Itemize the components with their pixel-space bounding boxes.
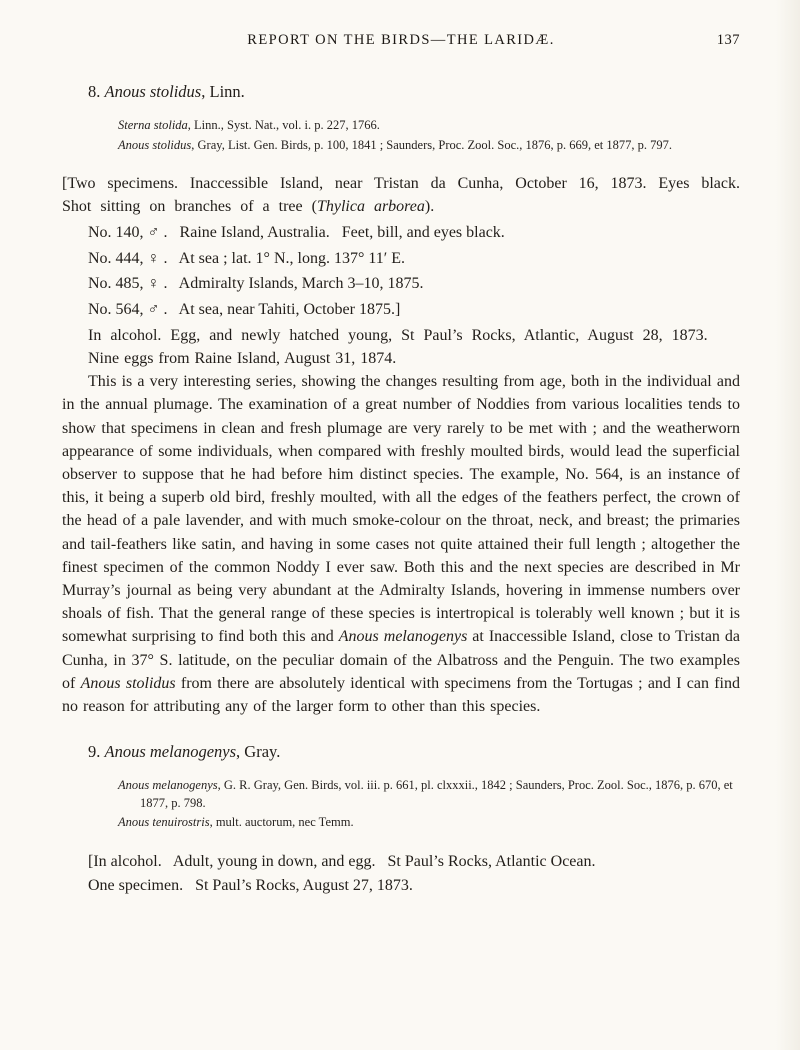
text-segment: Anous stolidus — [80, 674, 176, 692]
text-segment: , Linn., Syst. Nat., vol. i. p. 227, 1766. — [187, 118, 380, 132]
page-number: 137 — [716, 32, 740, 48]
section-anous-stolidus — [62, 82, 740, 718]
specimen-line-564: No. 564, ♂ . At sea, near Tahiti, October 1875.] — [88, 301, 401, 319]
specimen-line-485: No. 485, ♀ . Admiralty Islands, March 3–10, 1875. — [88, 275, 424, 293]
discussion-paragraph — [62, 370, 740, 718]
text-segment: , Gray, List. Gen. Birds, p. 100, 1841 ; Saunders, Proc. Zool. Soc., 1876, p. 669, et 1877, p. 797. — [191, 137, 673, 152]
text-segment: Sterna stolida — [118, 118, 188, 132]
text-segment: ). — [424, 198, 435, 216]
text-segment: 8. — [88, 82, 105, 101]
citation-block-8 — [62, 117, 740, 154]
intro-paragraph — [62, 172, 740, 218]
alcohol-paragraph-9: [In alcohol. Adult, young in down, and egg. St Paul’s Rocks, Atlantic Ocean. — [88, 852, 596, 870]
text-segment: Anous melanogenys — [104, 742, 237, 762]
text-segment: , G. R. Gray, Gen. Birds, vol. iii. p. 661, pl. clxxxii., 1842 ; Saunders, Proc. Zool. Soc., 1876, p. 670, et 1877, p. 798. — [140, 778, 733, 810]
page-header — [62, 32, 740, 52]
citation-anous-stolidus — [62, 137, 740, 155]
text-segment: This is a very interesting series, showing the changes resulting from age, both in the individual and in the annual plumage. The examination of a great number of Noddies from various localities tends to show that specimens in clean and fresh plumage are very rarely to be met with ; and the weatherworn appearance of some individuals, when compared with freshly moulted birds, would lead the superficial observer to suppose that he had before him distinct species. The example, No. 564, is an instance of this, it being a superb old bird, freshly moulted, with all the edges of the feathers perfect, the crown of the head of a pale lavender, and with much smoke-colour on the throat, neck, and breast; the primaries and tail-feathers like satin, and having in some cases not quite attained their full length ; altogether the finest specimen of the common Noddy I ever saw. Both this and the next species are described in Mr Murray’s journal as being very abundant at the Admiralty Islands, hovering in immense numbers over shoals of fish. That the general range of these species is intertropical is tolerably well known ; but it is somewhat surprising to find both this and — [62, 373, 740, 646]
text-segment: Anous tenuirostris — [118, 815, 210, 830]
section-anous-melanogenys — [62, 742, 740, 897]
citation-block-9 — [62, 777, 740, 832]
text-segment: at Inaccessible Island, close to Tristan da Cunha, in 37° S. latitude, on the peculiar domain of the Albatross and the Penguin. The two examples of — [62, 628, 741, 692]
text-segment: Thylica arborea — [316, 198, 425, 216]
specimen-line-140: No. 140, ♂ . Raine Island, Australia. Feet, bill, and eyes black. — [88, 223, 505, 241]
text-segment: 9. — [88, 742, 105, 762]
eggs-paragraph: Nine eggs from Raine Island, August 31, 1874. — [88, 349, 397, 367]
text-segment: , Linn. — [201, 82, 245, 101]
species-heading-9 — [62, 742, 740, 762]
text-segment: from there are absolutely identical with specimens from the Tortugas ; and I can find no reason for attributing any of the larger form to other than this species. — [62, 674, 740, 715]
citation-anous-melanogenys — [62, 777, 740, 812]
text-segment: , Gray. — [236, 742, 281, 762]
text-segment: [Two specimens. Inaccessible Island, near Tristan da Cunha, October 16, 1873. Eyes black. Shot sitting on branches of a tree ( — [62, 175, 740, 216]
alcohol-paragraph: In alcohol. Egg, and newly hatched young, St Paul’s Rocks, Atlantic, August 28, 1873. — [88, 326, 708, 344]
citation-anous-tenuirostris — [62, 814, 740, 832]
species-heading-8 — [62, 82, 740, 102]
text-segment: Anous melanogenys — [338, 628, 468, 646]
running-title: REPORT ON THE BIRDS—THE LARIDÆ. — [247, 32, 555, 48]
specimen-line-444: No. 444, ♀ . At sea ; lat. 1° N., long. 137° 11′ E. — [88, 249, 406, 267]
text-segment: Anous stolidus — [104, 82, 202, 101]
text-segment: , mult. auctorum, nec Temm. — [209, 815, 354, 830]
text-segment: Anous melanogenys — [118, 778, 218, 793]
text-segment: Anous stolidus — [118, 137, 192, 152]
specimen-paragraph-9: One specimen. St Paul’s Rocks, August 27, 1873. — [88, 876, 413, 894]
citation-sterna-stolida — [62, 117, 740, 135]
